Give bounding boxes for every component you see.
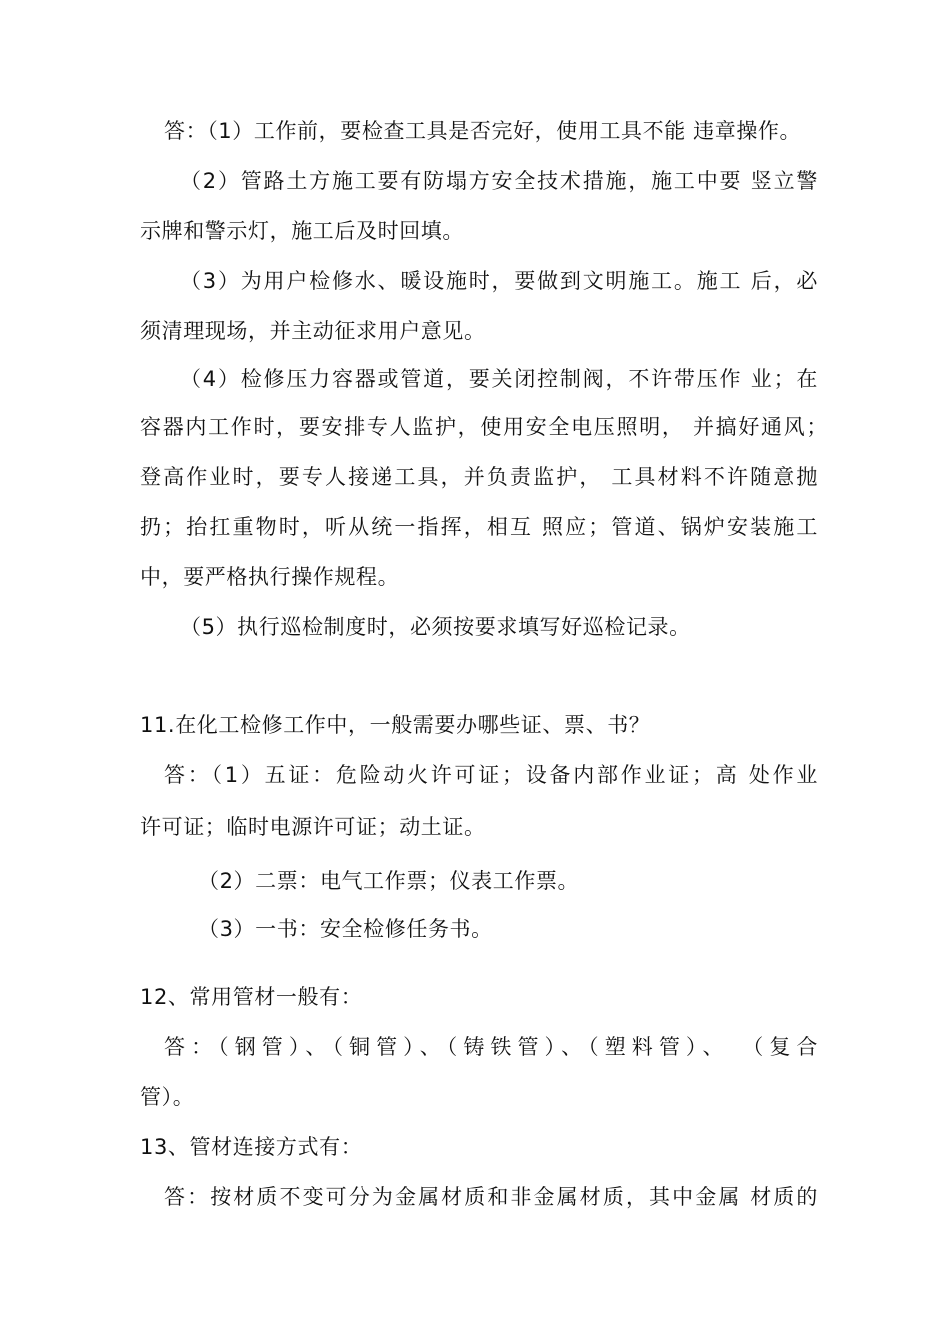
question-13: 13、管材连接方式有： (140, 1135, 363, 1159)
answer-12-line-2: 管）。 (140, 1085, 195, 1109)
answer-11-line-2: 许可证；临时电源许可证；动土证。 (140, 815, 486, 839)
question-11: 11.在化工检修工作中，一般需要办哪些证、票、书？ (140, 713, 651, 737)
answer-10-line-2: （2）管路土方施工要有防塌方安全技术措施，施工中要 竖立警 (180, 169, 818, 193)
answer-11-line-4: （3）一书：安全检修任务书。 (198, 917, 493, 941)
answer-11-line-1: 答：（1）五证：危险动火许可证；设备内部作业证；高 处作业 (164, 763, 818, 787)
answer-10-line-5: 须清理现场，并主动征求用户意见。 (140, 319, 486, 343)
answer-10-line-1: 答：（1）工作前，要检查工具是否完好，使用工具不能 违章操作。 (164, 119, 802, 143)
answer-10-line-10: 中，要严格执行操作规程。 (140, 565, 400, 589)
answer-10-line-8: 登高作业时，要专人接递工具，并负责监护， 工具材料不许随意抛 (140, 465, 818, 489)
answer-10-line-9: 扔；抬扛重物时，听从统一指挥，相互 照应；管道、锅炉安装施工 (140, 515, 818, 539)
answer-12-line-1: 答：（钢管）、（铜管）、（铸铁管）、（塑料管）、 （复合 (164, 1035, 818, 1059)
answer-13-line-1: 答：按材质不变可分为金属材质和非金属材质，其中金属 材质的 (164, 1185, 818, 1209)
answer-10-line-11: （5）执行巡检制度时，必须按要求填写好巡检记录。 (180, 615, 691, 639)
answer-10-line-4: （3）为用户检修水、暖设施时，要做到文明施工。施工 后，必 (180, 269, 818, 293)
answer-10-line-7: 容器内工作时，要安排专人监护，使用安全电压照明， 并搞好通风； (140, 415, 828, 439)
answer-10-line-3: 示牌和警示灯，施工后及时回填。 (140, 219, 464, 243)
answer-10-line-6: （4）检修压力容器或管道，要关闭控制阀，不许带压作 业；在 (180, 367, 818, 391)
answer-11-line-3: （2）二票：电气工作票；仪表工作票。 (198, 869, 580, 893)
question-12: 12、常用管材一般有： (140, 985, 363, 1009)
